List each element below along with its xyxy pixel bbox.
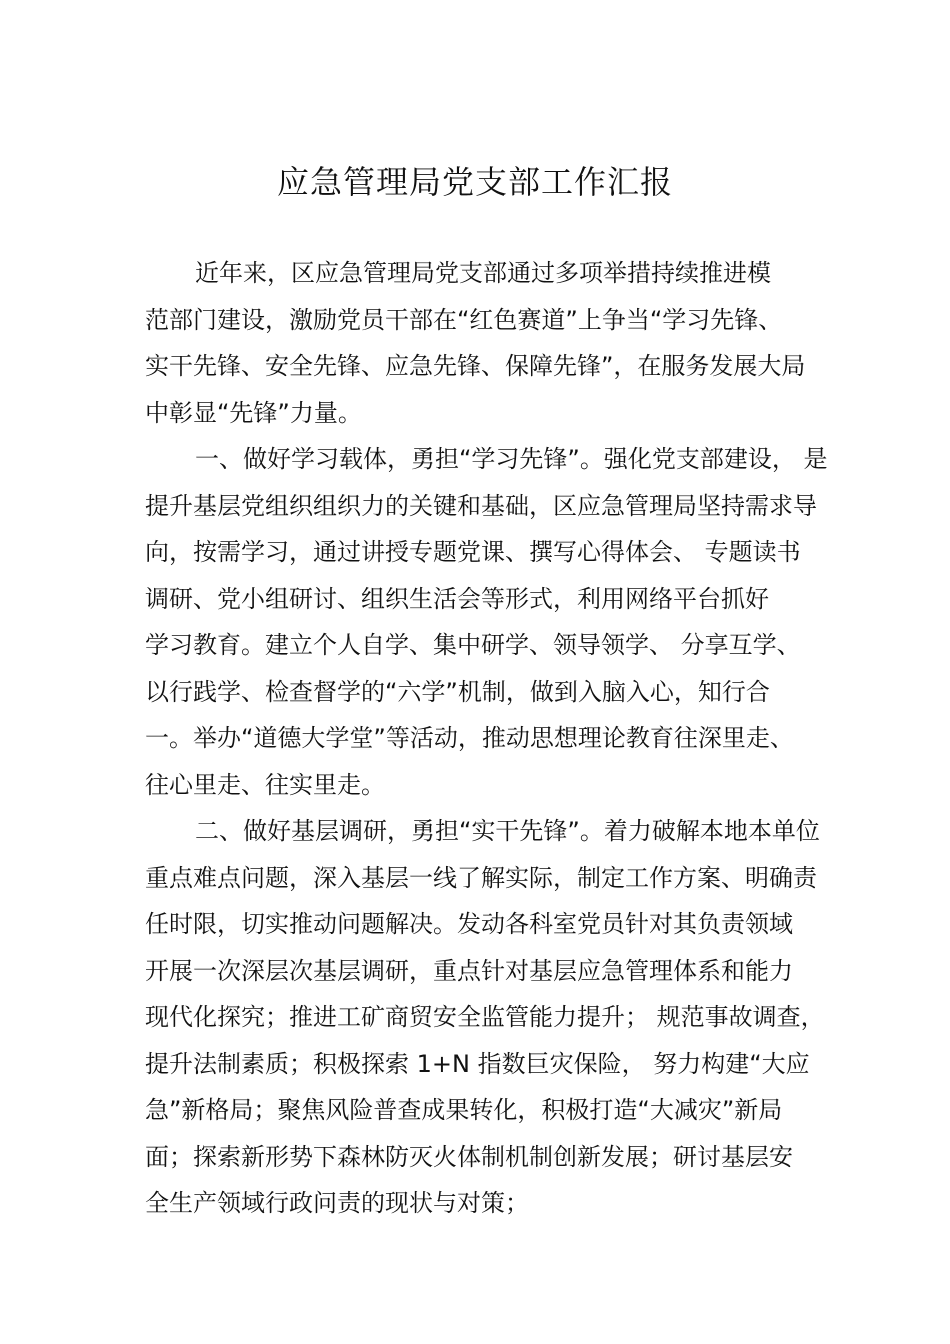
paragraph-intro [145, 250, 825, 436]
paragraph-section-2 [145, 808, 825, 1227]
paragraph-line: 二、做好基层调研，勇担“实干先锋”。着力破解本地本单位 [195, 817, 820, 845]
document-title: 应急管理局党支部工作汇报 [276, 163, 673, 201]
paragraph-line: 向，按需学习，通过讲授专题党课、撰写心得体会、 专题读书 [145, 538, 801, 566]
paragraph-line: 往心里走、往实里走。 [145, 770, 385, 799]
paragraph-line: 一、做好学习载体，勇担“学习先锋”。强化党支部建设， 是 [195, 445, 828, 473]
paragraph-line: 以行践学、检查督学的“六学”机制，做到入脑入心，知行合 [145, 677, 770, 706]
paragraph-line: 中彰显“先锋”力量。 [145, 398, 362, 427]
paragraph-line: 开展一次深层次基层调研，重点针对基层应急管理体系和能力 [145, 956, 793, 985]
paragraph-line: 重点难点问题，深入基层一线了解实际，制定工作方案、明确责 [145, 863, 817, 892]
paragraph-line: 面；探索新形势下森林防灭火体制机制创新发展；研讨基层安 [145, 1142, 793, 1171]
document-body [145, 250, 828, 1227]
paragraph-line: 全生产领域行政问责的现状与对策； [145, 1189, 529, 1217]
paragraph-line: 近年来，区应急管理局党支部通过多项举措持续推进模 [195, 259, 771, 287]
paragraph-line: 调研、党小组研讨、组织生活会等形式，利用网络平台抓好 [145, 584, 769, 613]
paragraph-line: 范部门建设，激励党员干部在“红色赛道”上争当“学习先锋、 [145, 305, 783, 334]
paragraph-line: 急”新格局；聚焦风险普查成果转化，积极打造“大减灾”新局 [145, 1096, 783, 1124]
paragraph-line: 提升法制素质；积极探索 1+N 指数巨灾保险， 努力构建“大应 [145, 1049, 810, 1078]
paragraph-line: 一。举办“道德大学堂”等活动，推动思想理论教育往深里走、 [145, 724, 794, 752]
paragraph-line: 任时限，切实推动问题解决。发动各科室党员针对其负责领域 [145, 910, 793, 938]
paragraph-line: 实干先锋、安全先锋、应急先锋、保障先锋”，在服务发展大局 [145, 352, 806, 380]
paragraph-line: 提升基层党组织组织力的关键和基础，区应急管理局坚持需求导 [145, 491, 817, 520]
paragraph-section-1 [145, 436, 828, 808]
paragraph-line: 现代化探究；推进工矿商贸安全监管能力提升； 规范事故调查， [145, 1003, 825, 1031]
paragraph-line: 学习教育。建立个人自学、集中研学、领导领学、 分享互学、 [145, 631, 801, 659]
